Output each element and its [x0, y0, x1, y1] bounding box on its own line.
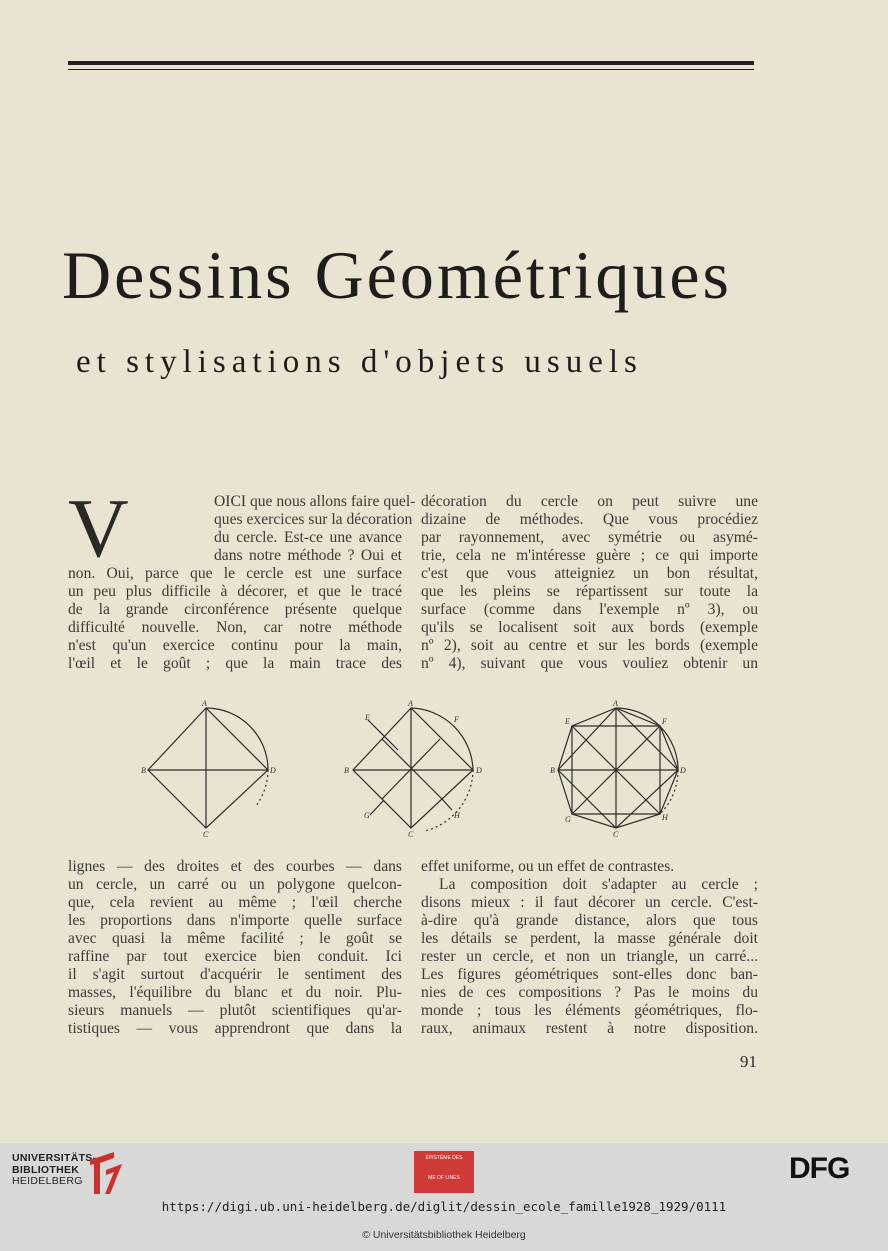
text-line: OICI que nous allons faire quel- — [214, 493, 416, 510]
text-line: que, cela revient au même ; l'œil cherche — [68, 894, 402, 911]
text-line: disons mieux : il faut décorer un cercle. C'est- — [421, 894, 758, 911]
header-rule-thick — [68, 61, 754, 65]
fig3-label-lower-right: H — [662, 813, 668, 822]
article-subtitle: et stylisations d'objets usuels — [76, 344, 643, 380]
text-line: l'œil et le goût ; que la main trace des — [68, 655, 402, 672]
text-line: sieurs manuels — plutôt scientifiques qu'ar- — [68, 1002, 402, 1019]
text-line: à-dire qu'à grande distance, alors que tous — [421, 912, 758, 929]
text-line: qu'ils se localisent soit aux bords (exemple — [421, 619, 758, 636]
fig2-label-top: A — [408, 700, 413, 708]
text-line: nies de ces compositions ? Pas le moins du — [421, 984, 758, 1001]
text-line: trie, cela ne m'intéresse guère ; ce qui importe — [421, 547, 758, 564]
permalink-url[interactable]: https://digi.ub.uni-heidelberg.de/diglit/dessin_ecole_famille1928_1929/0111 — [161, 1199, 727, 1214]
text-line: surface (comme dans l'exemple nº 3), ou — [421, 601, 758, 618]
text-line: un cercle, un carré ou un polygone quelcon- — [68, 876, 402, 893]
text-line: ques exercices sur la décoration — [214, 511, 413, 528]
text-line: La composition doit s'adapter au cercle ; — [439, 876, 758, 893]
fig3-label-upper-right: F — [662, 717, 667, 726]
text-line: par rayonnement, avec symétrie ou asymé- — [421, 529, 758, 546]
dfg-logo[interactable]: DFG — [789, 1152, 850, 1185]
text-line: c'est que vous atteigniez un bon résultat, — [421, 565, 758, 582]
text-column-top-right — [421, 493, 758, 673]
fig3-label-lower-left: G — [565, 815, 571, 824]
text-line: décoration du cercle on peut suivre une — [421, 493, 758, 510]
text-line: un peu plus difficile à décorer, et que le tracé — [68, 583, 402, 600]
text-line: lignes — des droites et des courbes — dans — [68, 858, 402, 875]
header-rule-thin — [68, 69, 754, 70]
fig1-label-left: B — [141, 766, 146, 775]
text-line: raux, animaux restent à notre disposition. — [421, 1020, 758, 1037]
text-line: raffine par tout exercice bien conduit. Ici — [68, 948, 402, 965]
text-line: avec quasi la même facilité ; le goût se — [68, 930, 402, 947]
fig2-label-lower-right: H — [454, 811, 460, 820]
text-line: monde ; tous les éléments géométriques, flo- — [421, 1002, 758, 1019]
fig1-label-top: A — [202, 700, 207, 708]
fig3-label-bottom: C — [613, 830, 619, 839]
text-line: n'est qu'un exercice continu pour la main, — [68, 637, 402, 654]
fig2-label-right: D — [476, 766, 482, 775]
figure-3 — [550, 700, 686, 839]
fig3-label-right: D — [680, 766, 686, 775]
page-number: 91 — [740, 1052, 757, 1071]
article-title: Dessins Géométriques — [62, 237, 733, 313]
text-line: les proportions dans n'importe quelle surface — [68, 912, 402, 929]
stamp-text-top: ÉPISTÈME DES — [425, 1155, 463, 1161]
copyright-notice: © Universitätsbibliothek Heidelberg — [362, 1229, 526, 1241]
text-line: de la grande circonférence présente quelque — [68, 601, 402, 618]
library-logo[interactable] — [12, 1153, 96, 1188]
fig1-label-right: D — [270, 766, 276, 775]
library-emblem-icon — [88, 1150, 124, 1196]
library-name-line1: UNIVERSITÄTS- — [12, 1152, 97, 1164]
text-column-bottom-right — [421, 858, 758, 1038]
library-name-line3: HEIDELBERG — [12, 1175, 83, 1187]
fig2-label-left: B — [344, 766, 349, 775]
text-line: que les pleins se répartissent sur toute la — [421, 583, 758, 600]
fig2-label-bottom: C — [408, 830, 414, 839]
collection-stamp[interactable] — [414, 1151, 474, 1193]
figure-1 — [141, 700, 276, 839]
text-line: nº 2), soit au centre et sur les bords (exemple — [421, 637, 758, 654]
text-line: dans notre méthode ? Oui et — [214, 547, 402, 564]
text-line: nº 4), suivant que vous vouliez obtenir un — [421, 655, 758, 672]
text-line: Les figures géométriques sont-elles donc ban- — [421, 966, 758, 983]
drop-cap: V — [68, 482, 129, 575]
library-name-line2: BIBLIOTHEK — [12, 1163, 80, 1176]
text-column-bottom-left — [68, 858, 402, 1038]
figure-2 — [344, 700, 482, 839]
fig2-label-upper-right: F — [454, 715, 459, 724]
fig2-label-upper-left: E — [365, 713, 370, 722]
text-line: tistiques — vous apprendront que dans la — [68, 1020, 402, 1037]
text-line: dizaine de méthodes. Que vous procédiez — [421, 511, 758, 528]
text-line: masses, l'équilibre du blanc et du noir. Plu- — [68, 984, 402, 1001]
text-line: du cercle. Est-ce une avance — [214, 529, 402, 546]
text-line: il s'agit surtout d'acquérir le sentiment des — [68, 966, 402, 983]
text-line: rester un cercle, et non un triangle, un carré... — [421, 948, 758, 965]
text-line: les détails se perdent, la masse générale doit — [421, 930, 758, 947]
text-line: non. Oui, parce que le cercle est une surface — [68, 565, 402, 582]
fig1-label-bottom: C — [203, 830, 209, 839]
fig3-label-left: B — [550, 766, 555, 775]
fig3-label-top: A — [613, 700, 618, 708]
fig3-label-upper-left: E — [565, 717, 570, 726]
text-column-top-left — [68, 482, 416, 673]
text-line: difficulté nouvelle. Non, car notre méthode — [68, 619, 402, 636]
text-line: effet uniforme, ou un effet de contrastes. — [421, 858, 675, 875]
stamp-text-bottom: ME OF LINES — [428, 1175, 460, 1181]
fig2-label-lower-left: G — [364, 811, 370, 820]
geometric-figures — [140, 700, 700, 840]
